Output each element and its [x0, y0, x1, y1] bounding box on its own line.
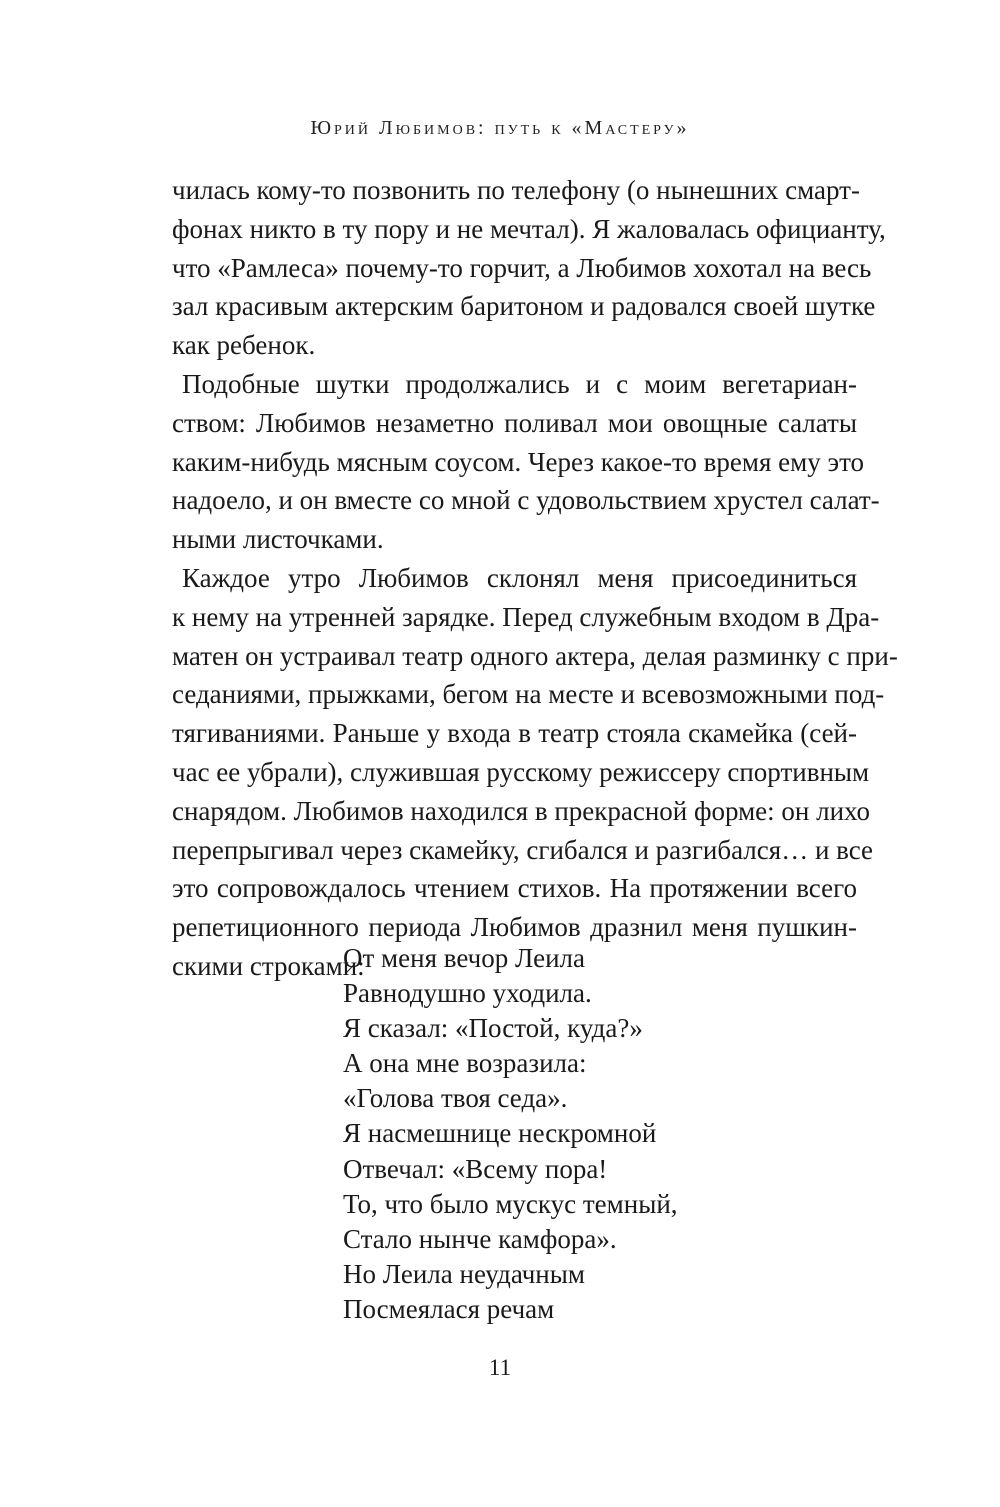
text-line: надоело, и он вместе со мной с удовольствием хрустел салат- — [172, 485, 880, 516]
text-line: чилась кому-то позвонить по телефону (о нынешних смарт- — [172, 175, 860, 205]
poem-verse: То, что было мускус темный, — [343, 1188, 678, 1219]
text-line: фонах никто в ту пору и не мечтал). Я жаловалась официанту, — [172, 213, 886, 244]
text-line: тягиваниями. Раньше у входа в театр стояла скамейка (сей- — [172, 718, 857, 749]
text-line: матен он устраивал театр одного актера, делая разминку с при- — [172, 640, 898, 671]
text-line: седаниями, прыжками, бегом на месте и всевозможными под- — [172, 679, 885, 710]
text-line: это сопровождалось чтением стихов. На протяжении всего — [172, 873, 857, 904]
text-line: к нему на утренней зарядке. Перед служебным входом в Дра- — [172, 601, 880, 632]
text-line: час ее убрали), служившая русскому режиссеру спортивным — [172, 756, 870, 787]
poem-verse: Но Леила неудачным — [343, 1258, 585, 1289]
text-line: что «Рамлеса» почему-то горчит, а Любимов хохотал на весь — [172, 252, 872, 283]
text-line: каким-нибудь мясным соусом. Через какое-то время ему это — [172, 446, 865, 477]
poem-verse: От меня вечор Леила — [343, 943, 585, 973]
text-line: зал красивым актерским баритоном и радовался своей шутке — [172, 291, 876, 322]
poem-verse: Стало нынче камфора». — [343, 1223, 617, 1254]
poem-verse: «Голова твоя седа». — [343, 1083, 568, 1114]
poem-verse: Отвечал: «Всему пора! — [343, 1153, 608, 1184]
text-line: ными листочками. — [172, 524, 384, 555]
poem-verse: А она мне возразила: — [343, 1048, 587, 1079]
poem-verse: Я сказал: «Постой, куда?» — [343, 1013, 643, 1044]
text-line: Подобные шутки продолжались и с моим вегетариан- — [182, 368, 857, 399]
page-number: 11 — [488, 1355, 512, 1380]
text-line: перепрыгивал через скамейку, сгибался и разгибался… и все — [172, 834, 874, 865]
poem-block — [343, 941, 678, 1327]
poem-verse: Я насмешнице нескромной — [343, 1118, 657, 1149]
text-line: ством: Любимов незаметно поливал мои овощные салаты — [172, 407, 857, 438]
poem-verse: Равнодушно уходила. — [343, 978, 592, 1009]
running-head: Юрий Любимов: путь к «Мастеру» — [310, 117, 690, 139]
poem-verse: Посмеялася речам — [343, 1293, 555, 1324]
text-line: как ребенок. — [172, 330, 316, 361]
text-line: снарядом. Любимов находился в прекрасной форме: он лихо — [172, 795, 871, 826]
body-text — [172, 171, 898, 986]
text-line: Каждое утро Любимов склонял меня присоединиться — [182, 562, 857, 593]
text-line: скими строками: — [172, 950, 365, 981]
text-line: репетиционного периода Любимов дразнил меня пушкин- — [172, 912, 857, 943]
